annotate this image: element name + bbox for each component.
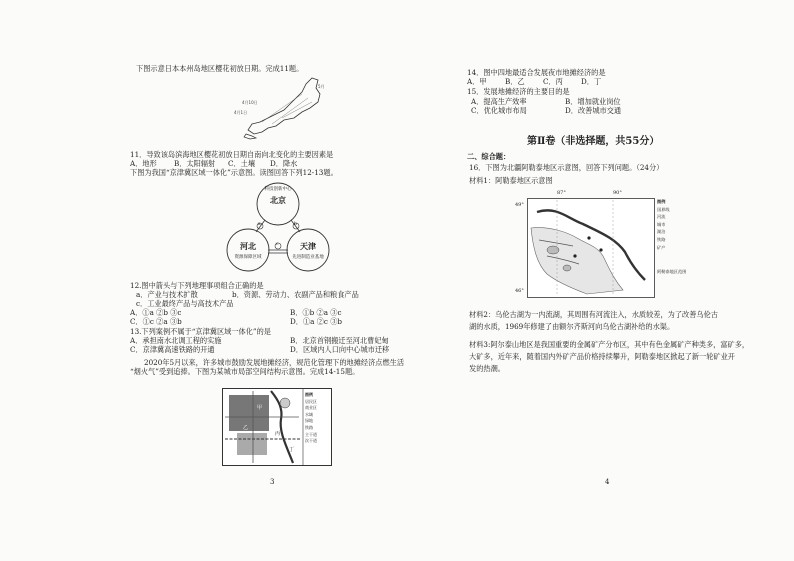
city-map [222,388,332,466]
svg-text:甲: 甲 [257,405,263,411]
q15-option-a[interactable]: A．提高生产效率 [471,97,527,106]
q14-option-a[interactable]: A．甲 [467,77,487,86]
lat-top-label: 49° [515,202,524,208]
legend-water: 水域 [305,411,313,417]
q11-option-d[interactable]: D．降水 [270,159,298,168]
svg-text:4月10日: 4月10日 [242,100,258,105]
q12-item-a: a．产业与技术扩散 [136,290,198,299]
q15-option-d[interactable]: D．改善城市交通 [565,106,622,115]
legend-commercial: 商业区 [305,405,317,411]
legend-residential: 居民区 [305,398,317,404]
svg-text:丙: 丙 [275,431,281,437]
passage-line-1: 2020年5月以来，许多城市鼓励发展地摊经济，规范化管理下的地摊经济点燃生活 [144,358,405,367]
q12-item-b: b．资源、劳动力、农副产品和粮食产品 [232,290,359,299]
q12-option-d[interactable]: D．①a ②c ③b [290,317,342,326]
q12-option-a[interactable]: A．①a ②b ③c [130,308,182,317]
venn-link-c: c [276,242,279,247]
venn-right-label: 天津 [300,241,316,251]
legend-mineral: 矿产 [657,244,666,250]
q11-intro: 下图示意日本本州岛地区樱花初放日期。完成11题。 [136,64,304,73]
material-2-line-1: 材料2：乌伦古湖为一内流湖，其周围有河流注入，水质较差，为了改善乌伦古 [469,310,718,319]
q13-stem: 13.下列案例不属于“京津冀区域一体化”的是 [130,327,271,336]
q12-option-c[interactable]: C．①c ②a ③b [130,317,182,326]
page-number-3: 3 [270,478,275,486]
svg-text:4月1日: 4月1日 [234,110,248,115]
altay-legend-title: 图例 [657,199,666,204]
q12-intro: 下图为我国“京津冀区域一体化”示意图。读图回答下列12-13题。 [130,168,338,177]
legend-region-note: 阿勒泰地区范围 [657,269,687,275]
q14-option-c[interactable]: C．丙 [543,77,563,86]
q15-option-b[interactable]: B．增加就业岗位 [565,97,621,106]
q14-option-b[interactable]: B．乙 [505,77,525,86]
passage-line-2: “烟火气”受到追捧。下图为某城市局部空间结构示意图。完成14-15题。 [130,367,360,376]
venn-right-note: 先进制造业基地 [292,255,324,260]
material-3-line-2: 大矿多，近年来，随着国内外矿产品价格持续攀升，阿勒泰地区掀起了新一轮矿业开 [469,352,735,361]
legend-railway: 铁路 [305,424,313,430]
q13-option-c[interactable]: C．京津冀高速铁路的开通 [130,345,215,354]
page-number-4: 4 [605,478,610,486]
q13-option-b[interactable]: B．北京首钢搬迁至河北曹妃甸 [290,336,389,345]
venn-left-note: 资源保障区域 [234,255,262,260]
svg-text:丁: 丁 [289,447,295,453]
q11-option-c[interactable]: C．土壤 [228,159,256,168]
legend-title: 图例 [305,392,313,397]
legend-river: 河流 [657,214,666,220]
lon-right-label: 90° [613,190,622,196]
honshu-map [232,74,332,140]
lat-bottom-label: 46° [515,288,524,294]
legend-green: 绿地 [305,418,313,424]
q13-option-a[interactable]: A．承担南水北调工程的实施 [130,336,222,345]
q15-option-c[interactable]: C．优化城市布局 [471,106,527,115]
q14-stem: 14．图中四地最适合发展夜市地摊经济的是 [467,68,606,77]
venn-diagram [218,180,338,276]
material-2-line-2: 湖的水质，1969年修建了由额尔齐斯河向乌伦古湖补给的水渠。 [469,322,675,331]
lon-left-label: 87° [557,190,566,196]
part-heading: 二、综合题： [467,152,511,161]
venn-top-label: 北京 [270,195,286,205]
legend-border: 国界线 [657,206,670,212]
legend-main-road: 主干道 [305,431,317,437]
city-map-legend [305,392,329,445]
q11-stem: 11．导致该岛滨海地区樱花初放日期自南向北变化的主要因素是 [130,150,334,159]
venn-link-b: b [294,222,297,227]
material-1: 材料1：阿勒泰地区示意图 [469,176,553,185]
q14-option-d[interactable]: D．丁 [581,77,602,86]
q11-option-a[interactable]: A．地形 [130,159,157,168]
altay-map [515,190,689,298]
q15-stem: 15．发展地摊经济的主要目的是 [467,87,570,96]
svg-text:乙: 乙 [243,425,249,431]
q16-stem: 16．下图为北疆阿勒泰地区示意图，回答下列问题。（24分） [469,163,664,172]
page-4 [397,0,794,561]
altay-legend [657,198,689,298]
venn-top-note: 科技创新中心 [264,187,292,192]
q12-option-b[interactable]: B．①b ②a ③c [290,308,342,317]
q12-stem: 12.图中箭头与下列地理事项组合正确的是 [130,281,264,290]
material-3-line-3: 发的热潮。 [469,364,505,373]
legend-lake: 湖泊 [657,229,666,235]
legend-minor-road: 次干道 [305,438,317,444]
venn-left-label: 河北 [240,241,256,251]
q11-option-b[interactable]: B．太阳辐射 [174,159,216,168]
legend-city: 城市 [657,221,666,227]
venn-link-a: a [258,222,261,227]
section-title: 第Ⅱ卷（非选择题，共55分） [527,136,660,147]
svg-text:5月: 5月 [318,84,325,89]
q12-item-c: c．工业最终产品与高技术产品 [136,299,234,308]
material-3-line-1: 材料3:阿尔泰山地区是我国重要的金属矿产分布区，其中有色金属矿产种类多，富矿多， [469,340,750,349]
q13-option-d[interactable]: D．区域内人口向中心城市迁移 [290,345,390,354]
legend-rail: 铁路 [657,236,666,242]
